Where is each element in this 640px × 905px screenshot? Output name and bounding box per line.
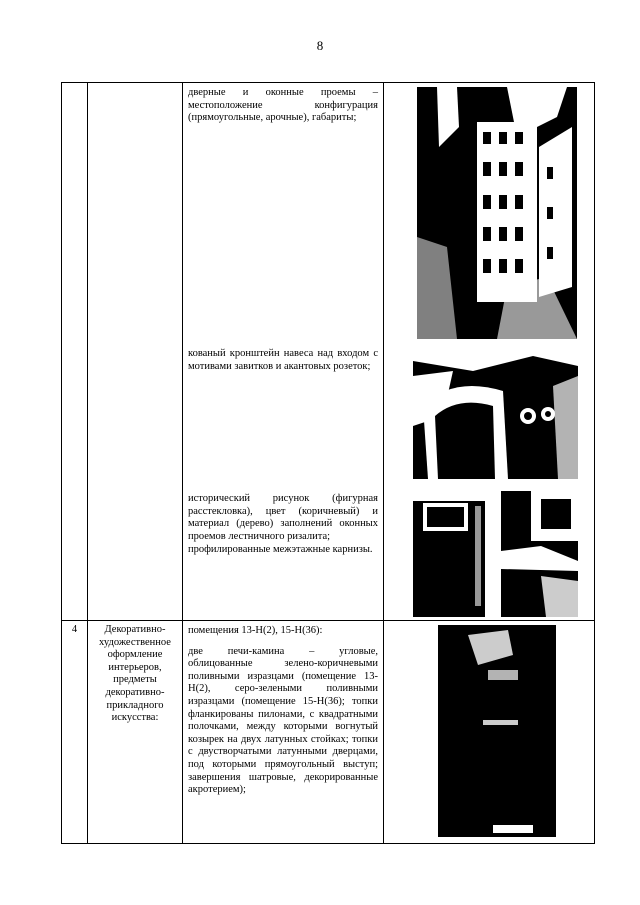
table-row-4	[62, 621, 595, 844]
rooms-heading: помещения 13-Н(2), 15-Н(36):	[188, 625, 323, 636]
window-filling-photo-left	[413, 491, 485, 617]
item-window-fillings: исторический рисунок (фигурная расстекловка), цвет (коричневый) и материал (дерево) заполнений оконных проемов лестничного ризалита;	[188, 493, 378, 542]
row-number: 4	[71, 624, 78, 635]
item-forged-bracket: кованый кронштейн навеса над входом с мотивами завитков и акантовых розеток;	[188, 348, 378, 372]
protection-subject-table	[61, 82, 595, 844]
subject-cell-empty	[88, 83, 183, 621]
forged-bracket-photo	[413, 346, 578, 479]
window-filling-photo-right	[501, 491, 578, 617]
subject-text: Декоративно-художественное оформление интерьеров, предметы декоративно-прикладного искусства:	[99, 624, 171, 724]
description-cell	[183, 621, 384, 844]
description-cell	[183, 83, 384, 621]
stove-fireplace-photo	[438, 625, 556, 837]
stove-description: две печи-камина – угловые, облицованные зелено-коричневыми поливными изразцами (помещение 13-Н(2), серо-зелеными поливными изразцами (помещение 15-Н(36); топки фланкированы пилонами, с квадратными полочками, между которыми вогнутый козырек на двух латунных стойках; топки с двустворчатыми латунными дверцами, под которыми прямоугольный выступ; завершения шатровые, декорированные акротерием);	[188, 645, 378, 796]
row-number-cell-empty	[62, 83, 88, 621]
photo-cell	[384, 621, 595, 844]
photo-cell	[384, 83, 595, 621]
item-door-window-openings: дверные и оконные проемы – местоположение конфигурация (прямоугольные, арочные), габариты;	[188, 87, 378, 124]
page-number: 8	[316, 38, 324, 53]
row-number-cell	[62, 621, 88, 844]
item-cornices: профилированные межэтажные карнизы.	[188, 544, 373, 555]
courtyard-facade-photo	[417, 87, 577, 339]
table-row-continued	[62, 83, 595, 621]
subject-cell	[88, 621, 183, 844]
